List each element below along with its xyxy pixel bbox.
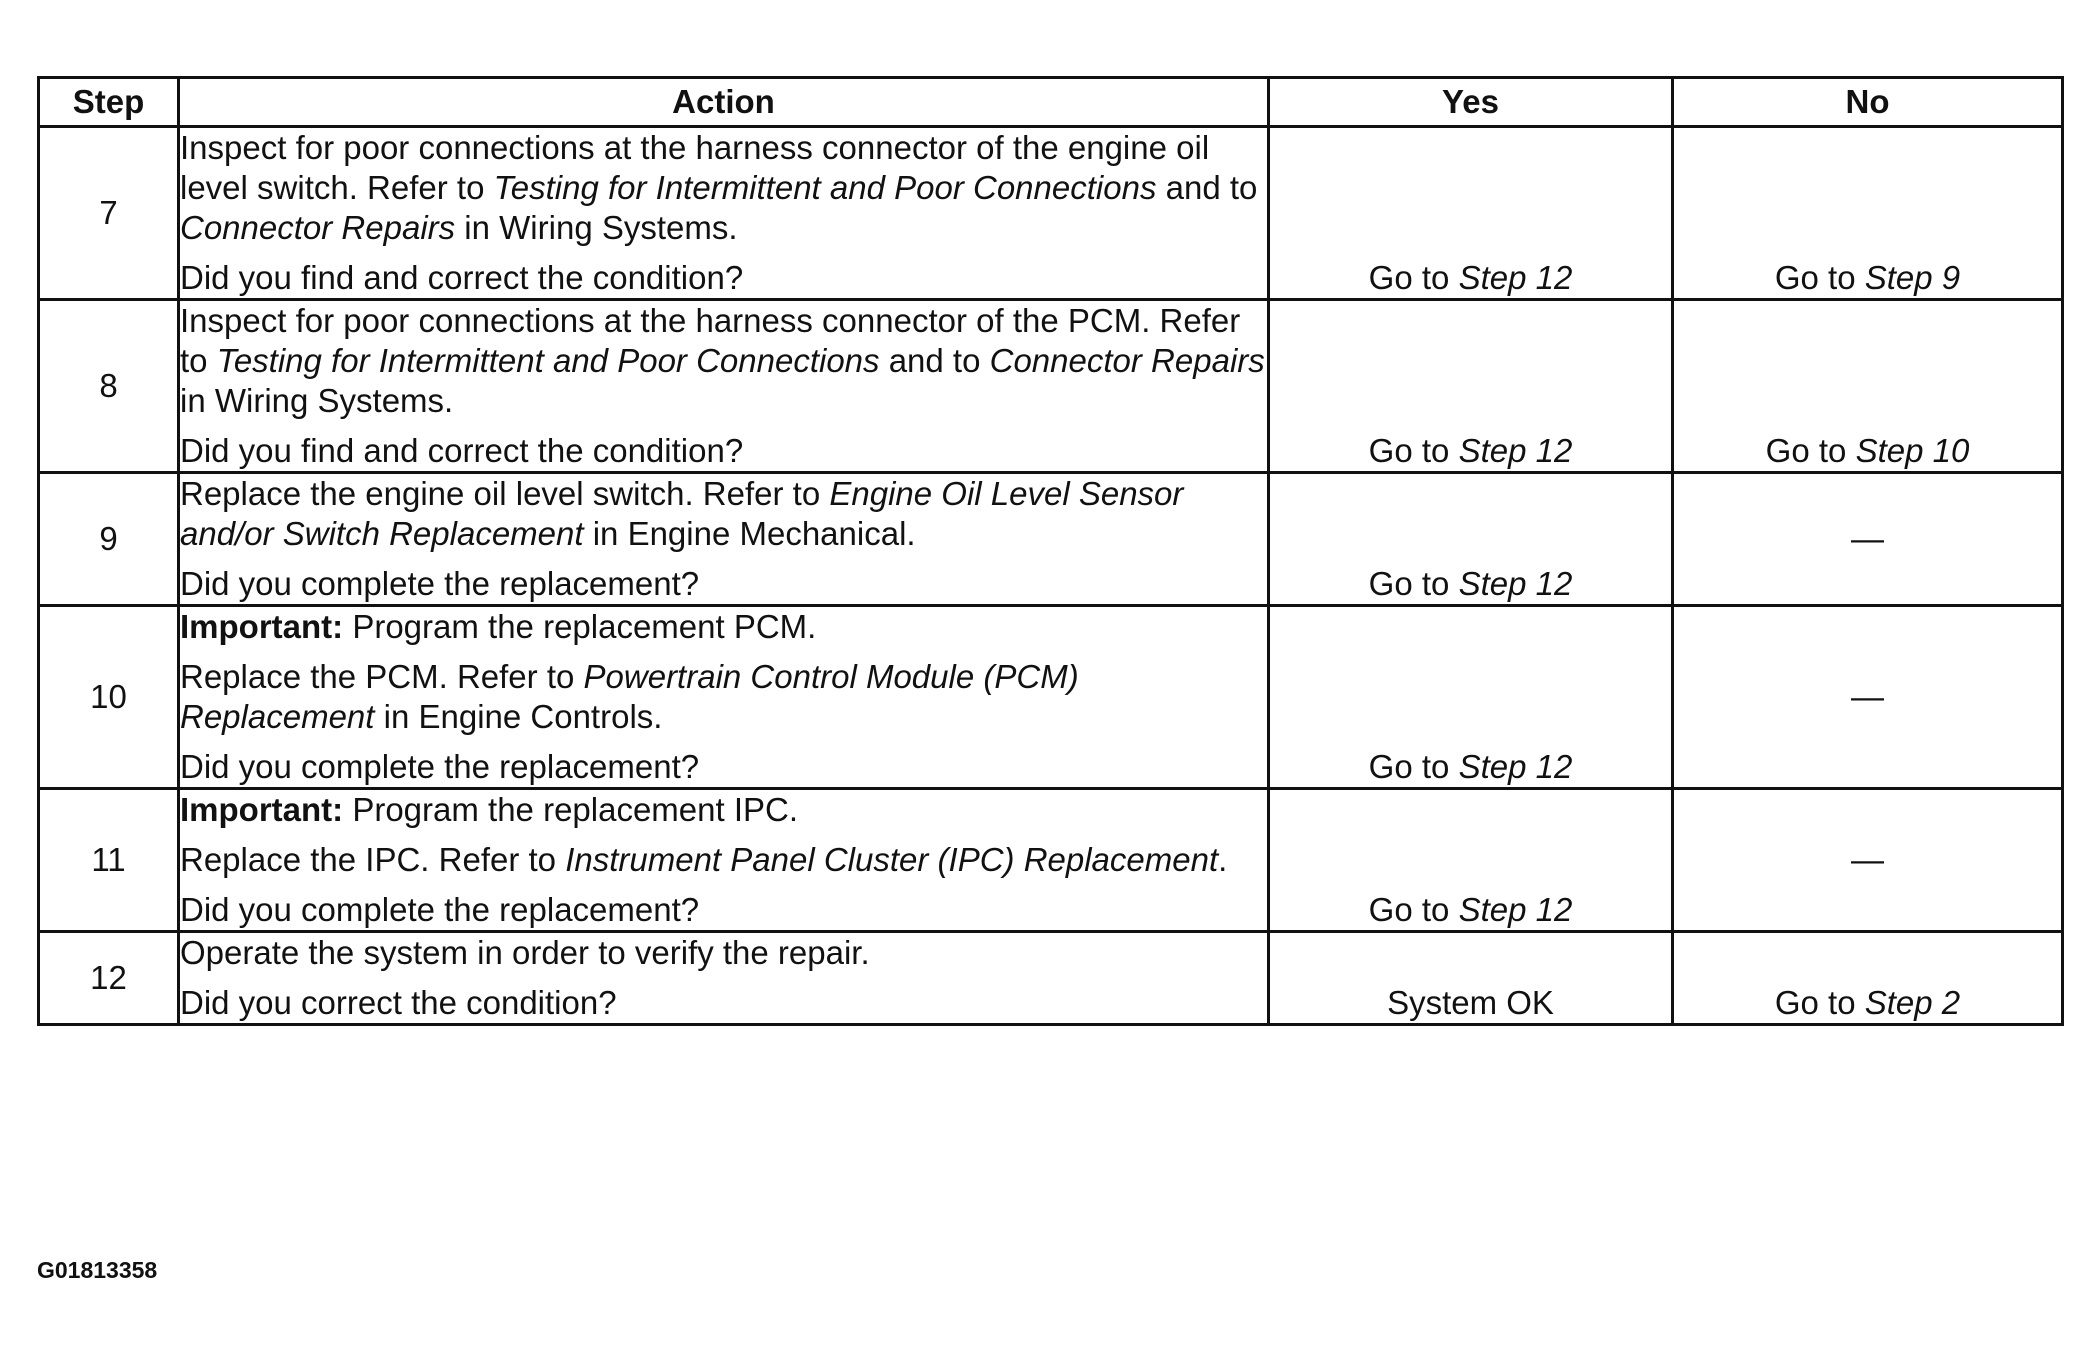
yes-result — [1269, 606, 1673, 789]
yes-result — [1269, 127, 1673, 300]
yes-text-run: Go to — [1368, 432, 1459, 469]
step-number: 12 — [39, 932, 179, 1025]
action-instruction — [180, 128, 1267, 248]
diagnostic-table — [37, 76, 2064, 1026]
yes-result — [1269, 473, 1673, 606]
action-text-run: Replace the engine oil level switch. Refer to — [180, 475, 830, 512]
action-text-run: Did you find and correct the condition? — [180, 259, 744, 296]
action-text-run: Program the replacement IPC. — [343, 791, 799, 828]
action-instruction — [180, 474, 1267, 554]
no-result — [1673, 789, 2063, 932]
action-instruction — [180, 790, 1267, 830]
no-text-run: — — [1851, 678, 1884, 715]
no-text-run: — — [1851, 841, 1884, 878]
yes-result — [1269, 789, 1673, 932]
table-row — [39, 606, 2063, 789]
action-text-run: Inspect for poor connections at the harness connector of the PCM. Refer to — [180, 302, 1241, 379]
no-text-run: Step 2 — [1864, 984, 1961, 1021]
action-text-run: Did you find and correct the condition? — [180, 432, 744, 469]
action-cell — [179, 789, 1269, 932]
action-question — [180, 431, 1267, 471]
action-text-run: Important: — [180, 608, 344, 645]
action-instruction — [180, 933, 1267, 973]
step-number: 8 — [39, 300, 179, 473]
action-instruction — [180, 301, 1267, 421]
action-text-run: Testing for Intermittent and Poor Connections — [216, 342, 880, 379]
yes-text-run: Go to — [1368, 748, 1459, 785]
yes-text-run: Step 12 — [1458, 891, 1573, 928]
action-text-run: Operate the system in order to verify the repair. — [180, 934, 870, 971]
yes-text-run: System OK — [1387, 984, 1554, 1021]
step-number: 7 — [39, 127, 179, 300]
header-yes: Yes — [1269, 78, 1673, 127]
step-number: 9 — [39, 473, 179, 606]
figure-id: G01813358 — [37, 1257, 158, 1283]
action-text-run: Powertrain Control Module (PCM) Replacement — [180, 658, 1079, 735]
action-text-run: Did you correct the condition? — [180, 984, 617, 1021]
yes-text-run: Step 12 — [1458, 432, 1573, 469]
no-text-run: Step 9 — [1864, 259, 1961, 296]
action-question — [180, 983, 1267, 1023]
action-cell — [179, 932, 1269, 1025]
yes-result — [1269, 300, 1673, 473]
yes-text-run: Step 12 — [1458, 259, 1573, 296]
yes-result — [1269, 932, 1673, 1025]
table-body — [39, 127, 2063, 1025]
action-question — [180, 747, 1267, 787]
action-text-run: . — [1218, 841, 1228, 878]
table-row — [39, 789, 2063, 932]
yes-text-run: Go to — [1368, 565, 1459, 602]
action-text-run: in Engine Controls. — [374, 698, 663, 735]
action-text-run: and to — [879, 342, 990, 379]
action-text-run: in Wiring Systems. — [455, 209, 738, 246]
no-text-run: Go to — [1765, 432, 1856, 469]
step-number: 11 — [39, 789, 179, 932]
action-text-run: Connector Repairs — [180, 209, 456, 246]
header-row — [39, 78, 2063, 127]
no-text-run: Go to — [1774, 259, 1865, 296]
action-question — [180, 564, 1267, 604]
action-cell — [179, 473, 1269, 606]
action-text-run: Did you complete the replacement? — [180, 748, 700, 785]
yes-text-run: Step 12 — [1458, 565, 1573, 602]
yes-text-run: Step 12 — [1458, 748, 1573, 785]
no-text-run: — — [1851, 520, 1884, 557]
action-question — [180, 890, 1267, 930]
action-text-run: Connector Repairs — [989, 342, 1265, 379]
no-result — [1673, 606, 2063, 789]
table-row — [39, 473, 2063, 606]
step-number: 10 — [39, 606, 179, 789]
action-text-run: Inspect for poor connections at the harness connector of the engine oil level switch. Refer to — [180, 129, 1210, 206]
no-text-run: Go to — [1774, 984, 1865, 1021]
table-row — [39, 932, 2063, 1025]
action-text-run: Testing for Intermittent and Poor Connections — [493, 169, 1157, 206]
action-instruction — [180, 607, 1267, 647]
no-result — [1673, 127, 2063, 300]
action-text-run: Program the replacement PCM. — [343, 608, 817, 645]
header-no: No — [1673, 78, 2063, 127]
action-text-run: in Wiring Systems. — [180, 382, 454, 419]
no-result — [1673, 932, 2063, 1025]
action-text-run: Engine Oil Level Sensor and/or Switch Replacement — [180, 475, 1184, 552]
action-cell — [179, 127, 1269, 300]
header-action: Action — [179, 78, 1269, 127]
no-result — [1673, 473, 2063, 606]
action-text-run: and to — [1156, 169, 1258, 206]
action-instruction — [180, 840, 1267, 880]
yes-text-run: Go to — [1368, 891, 1459, 928]
action-cell — [179, 606, 1269, 789]
yes-text-run: Go to — [1368, 259, 1459, 296]
no-result — [1673, 300, 2063, 473]
action-cell — [179, 300, 1269, 473]
action-text-run: in Engine Mechanical. — [583, 515, 916, 552]
action-text-run: Did you complete the replacement? — [180, 891, 700, 928]
action-text-run: Replace the IPC. Refer to — [180, 841, 566, 878]
action-question — [180, 258, 1267, 298]
table-header — [39, 78, 2063, 127]
table-row — [39, 127, 2063, 300]
action-text-run: Replace the PCM. Refer to — [180, 658, 584, 695]
action-instruction — [180, 657, 1267, 737]
header-step: Step — [39, 78, 179, 127]
no-text-run: Step 10 — [1855, 432, 1970, 469]
action-text-run: Instrument Panel Cluster (IPC) Replacement — [565, 841, 1219, 878]
action-text-run: Did you complete the replacement? — [180, 565, 700, 602]
action-text-run: Important: — [180, 791, 344, 828]
table-row — [39, 300, 2063, 473]
